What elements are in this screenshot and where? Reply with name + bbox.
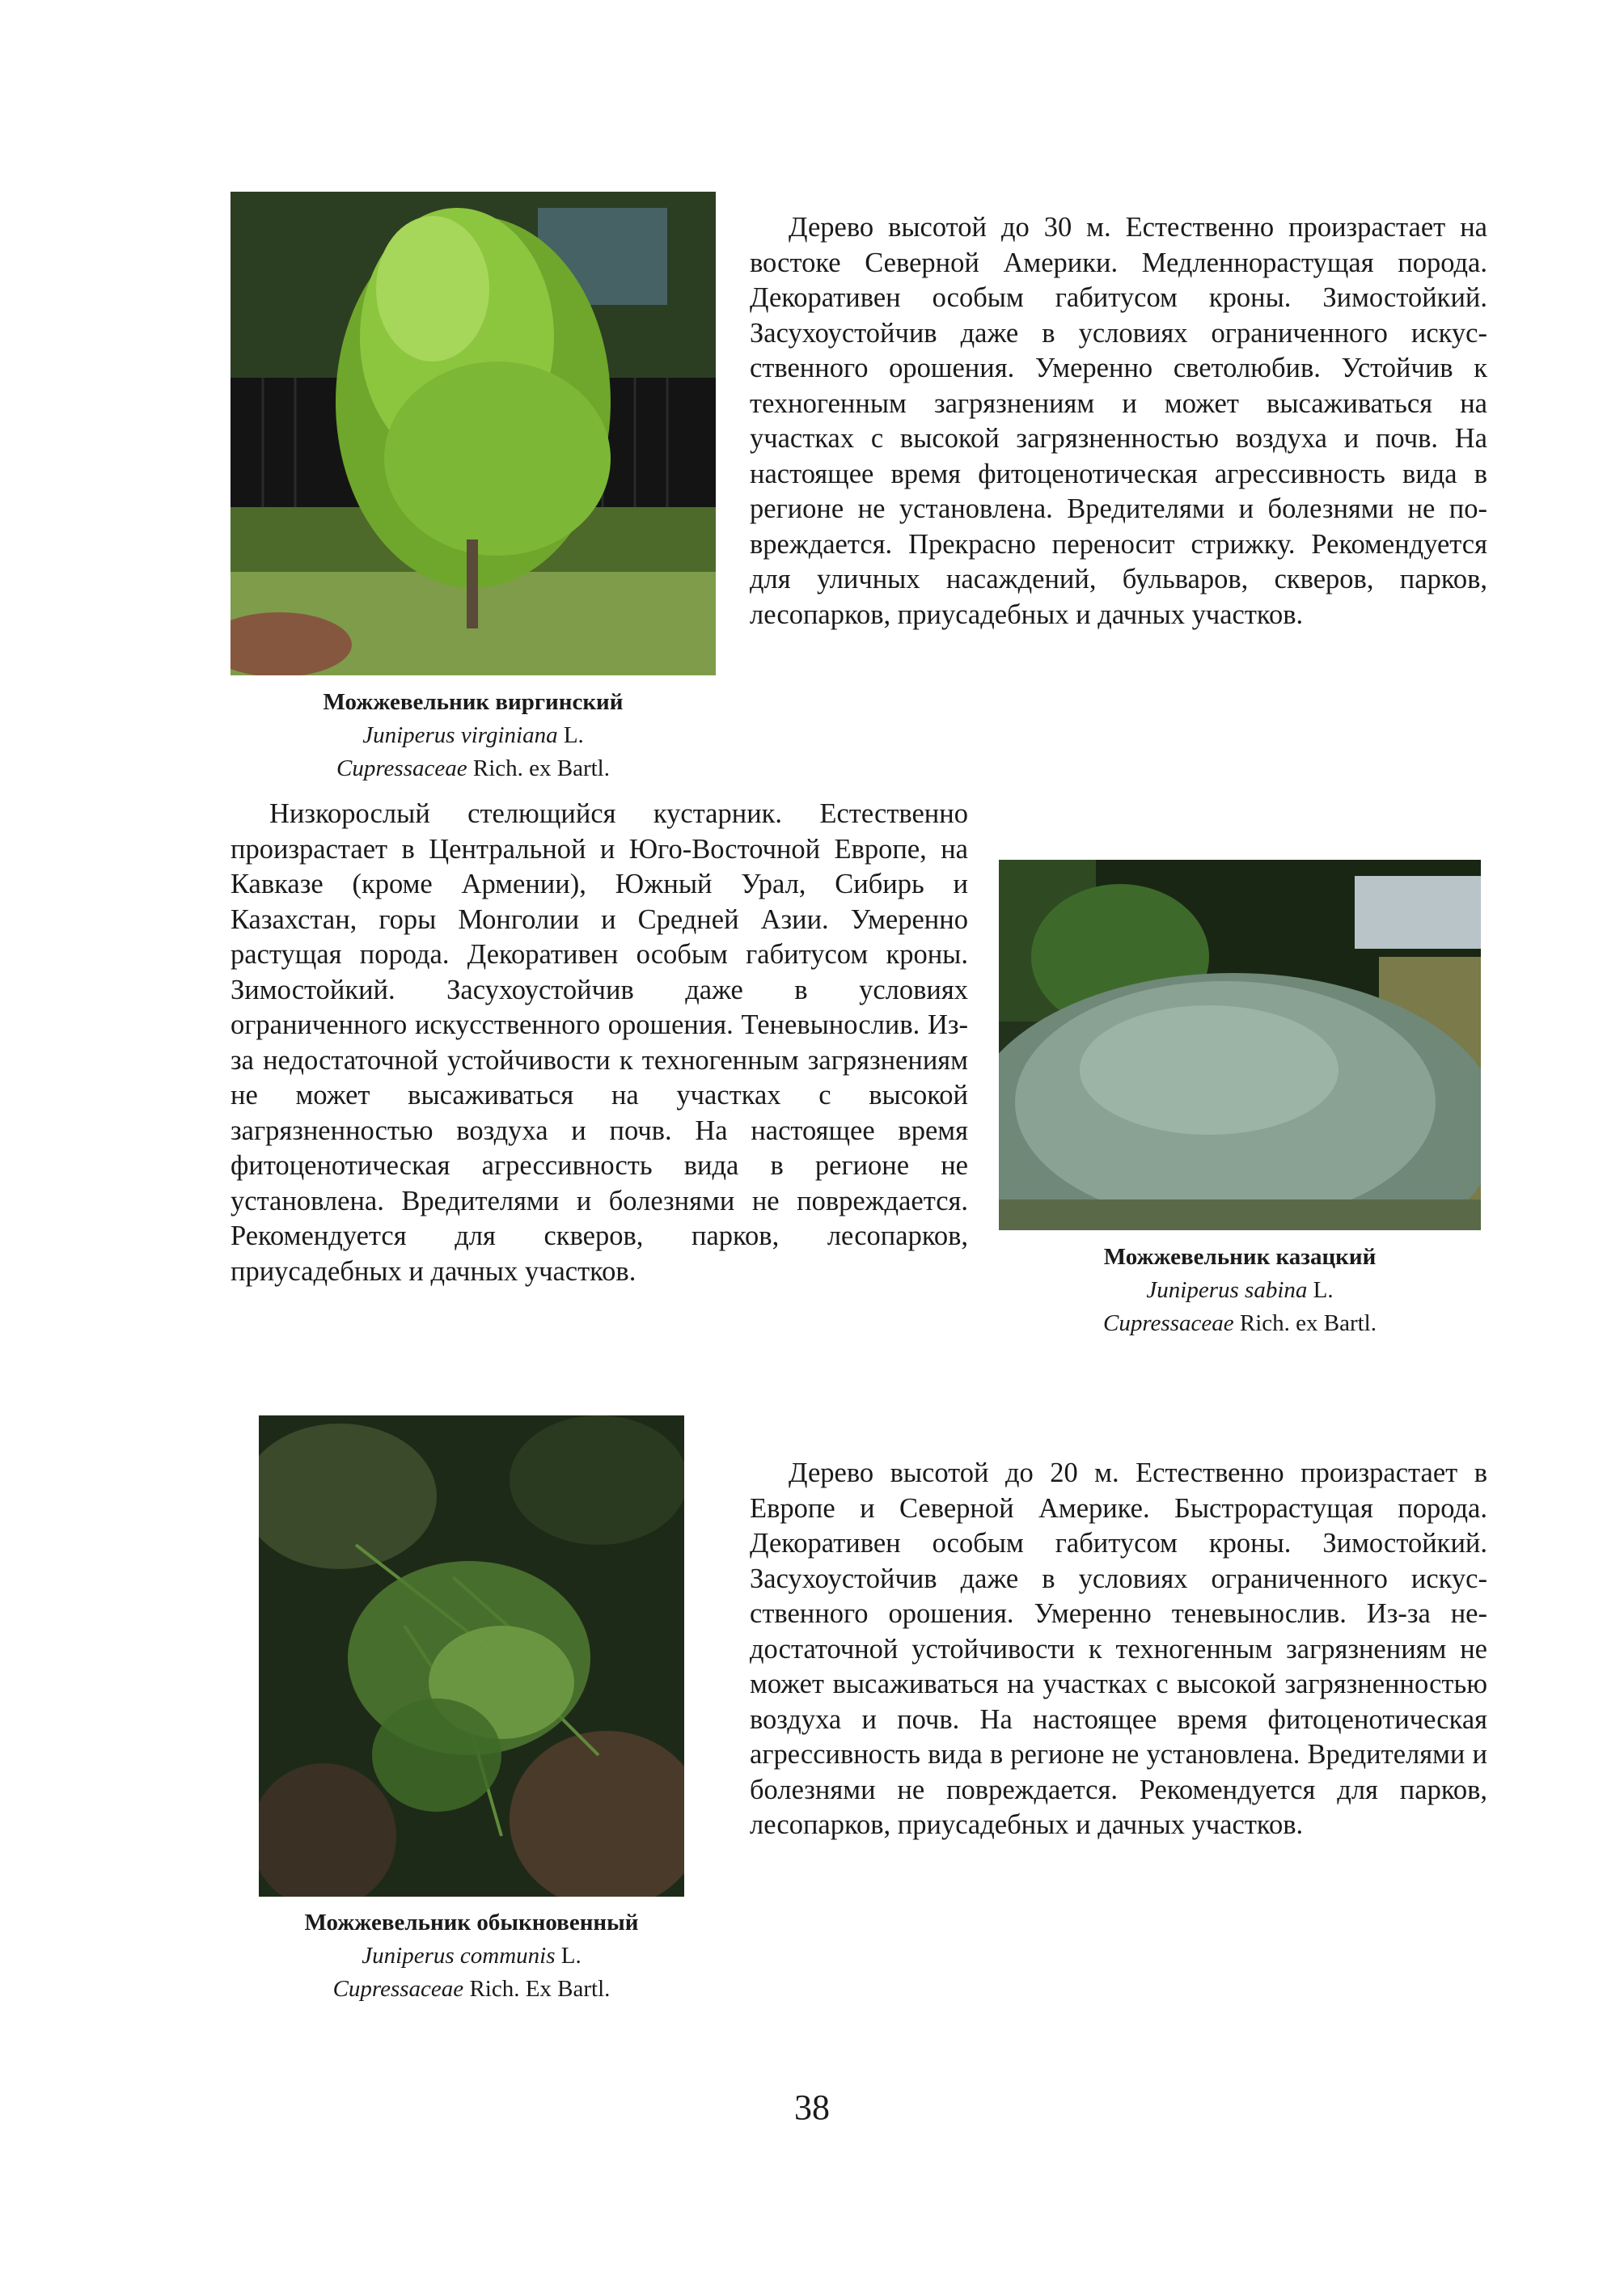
photo-juniperus-virginiana — [230, 192, 716, 675]
photo-juniperus-communis — [259, 1415, 684, 1897]
family-name: Cupressaceae — [336, 755, 467, 781]
latin-name: Juniperus sabina — [1146, 1277, 1308, 1303]
caption-juniperus-sabina — [999, 1241, 1481, 1340]
common-name: Можжевельник обыкновенный — [304, 1910, 639, 1936]
family-author: Rich. Ex Bartl. — [463, 1976, 611, 2002]
latin-name: Juniperus communis — [362, 1943, 556, 1969]
description-juniperus-communis: Дерево высотой до 20 м. Естественно произрастает в Европе и Северной Америке. Быстрорастущая порода. Декоративен особым габитусом кроны. Зимостойкий. Засухоустойчив даже в условиях ограниченного искусственного орошения. Умеренно теневынослив. Из-за недостаточной устойчивости к техногенным загрязнениям не может высаживаться на участках с высокой загрязненностью воздуха и почв. На настоящее время фитоценотическая агрессивность вида в регионе не установлена. Вредителями и болезнями не повреждается. Рекомендуется для парков, лесопарков, приусадебных и дачных участков. — [750, 1457, 1487, 1840]
latin-author: L. — [557, 722, 584, 748]
family-name: Cupressaceae — [332, 1976, 464, 2002]
latin-author: L. — [1307, 1277, 1334, 1303]
description-juniperus-sabina: Низкорослый стелющийся кустарник. Естественно произрастает в Центральной и Юго-Восточной Европе, на Кавказе (кроме Армении), Южный Урал, Сибирь и Казахстан, горы Монголии и Средней Азии. Умеренно растущая порода. Декоративен особым габитусом кроны. Зимостойкий. Засухоустойчив даже в условиях ограниченного искусственного орошения. Теневынослив. Из-за недостаточной устойчивости к техногенным загрязнениям не может высаживаться на участках с высокой загрязненностью воздуха и почв. На настоящее время фитоценотическая агрессивность вида в регионе не установлена. Вредителями и болезнями не повреждается. Рекомендуется для скверов, парков, лесопарков, приусадебных и дачных участков. — [230, 798, 968, 1287]
photo-juniperus-sabina — [999, 860, 1481, 1230]
common-name: Можжевельник виргинский — [323, 689, 624, 715]
family-author: Rich. ex Bartl. — [1233, 1310, 1377, 1336]
family-author: Rich. ex Bartl. — [467, 755, 610, 781]
latin-name: Juniperus virginiana — [362, 722, 558, 748]
common-name: Можжевельник казацкий — [1103, 1244, 1377, 1270]
page-number: 38 — [794, 2088, 830, 2127]
family-name: Cupressaceae — [1102, 1310, 1234, 1336]
caption-juniperus-communis — [259, 1906, 684, 2006]
caption-juniperus-virginiana — [230, 686, 716, 785]
latin-author: L. — [555, 1943, 582, 1969]
description-juniperus-virginiana: Дерево высотой до 30 м. Естественно произрастает на востоке Северной Америки. Медленнорастущая порода. Декоративен особым габитусом кроны. Зимостойкий. Засухоустойчив даже в условиях ограниченного искусственного орошения. Умеренно светолюбив. Устойчив к техногенным загрязнениям и может высаживаться на участках с высокой загрязненностью воздуха и почв. На настоящее время фитоценотическая агрессивность вида в регионе не установлена. Вредителями и болезнями не повреждается. Прекрасно переносит стрижку. Рекомендуется для уличных насаждений, бульваров, скверов, парков, лесопарков, приусадебных и дачных участков. — [750, 212, 1487, 630]
